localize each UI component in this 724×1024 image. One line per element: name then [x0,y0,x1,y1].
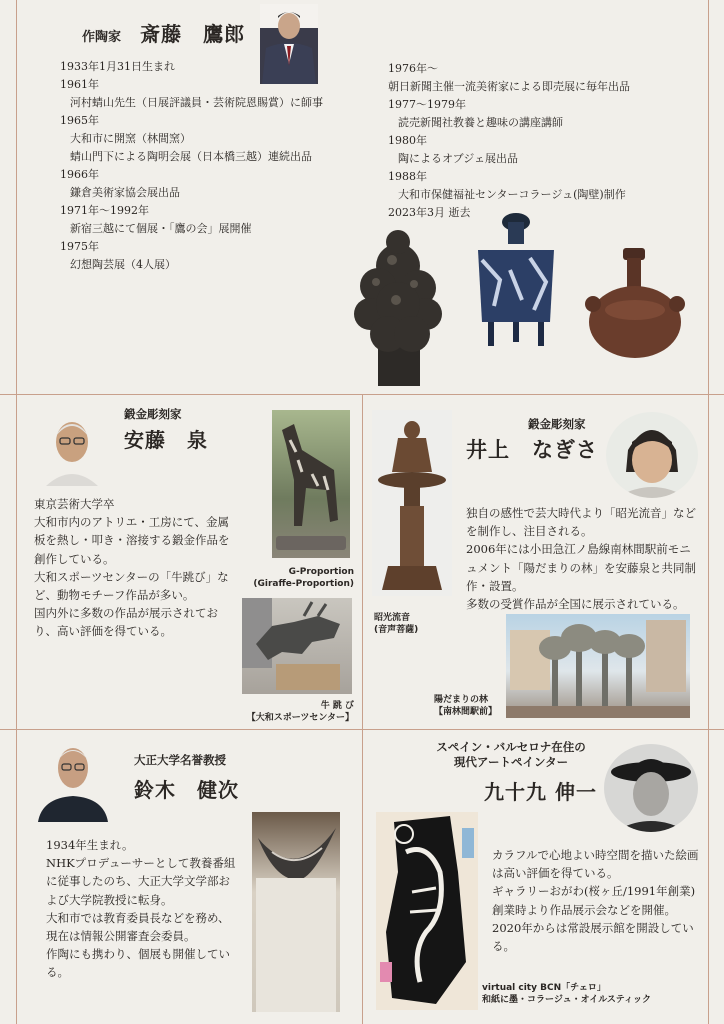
inoue-name: 井上 なぎさ [466,438,598,462]
shoko-ryuon-photo [372,410,452,596]
timeline-entry: 1965年 [60,114,99,127]
saito-timeline-right [388,60,630,222]
ando-name: 安藤 泉 [124,428,208,452]
timeline-entry: 大和市保健福祉センターコラージュ(陶壁)制作 [398,188,626,201]
timeline-entry: 1977〜1979年 [388,98,466,111]
timeline-entry: 朝日新聞主催一流美術家による即売展に毎年出品 [388,80,630,93]
timeline-entry: 読売新聞社教養と趣味の講座講師 [398,116,563,129]
pottery-photo-cluster [348,226,448,386]
caption-line: 陽だまりの林 [434,695,489,705]
shoko-ryuon-caption [374,612,418,636]
ando-bio: 東京芸術大学卒 大和市内のアトリエ・工房にて、金属板を熱し・叩き・溶接する鍛金作品を創作している。 大和スポーツセンターの「牛跳び」など、動物モチーフ作品が多い。 国内外に多数の作品が展示されており、高い評価を得ている。 [34,497,230,639]
tsukumo-role-line: 現代アートペインター [453,755,569,769]
virtual-city-bcn-caption [482,982,651,1006]
timeline-entry: 鎌倉美術家協会展出品 [70,186,180,199]
timeline-entry: 1980年 [388,134,427,147]
caption-line: 牛 跳 び [320,701,354,711]
caption-line: 【大和スポーツセンター】 [246,713,354,723]
giraffe-proportion-photo [272,410,350,558]
saito-role: 作陶家 [82,30,122,45]
ushi-tobi-caption [226,700,354,724]
hidamari-no-hayashi-photo [506,614,690,718]
timeline-entry: 1961年 [60,78,99,91]
divider [362,394,363,1024]
ando-portrait [42,410,102,486]
caption-line: 昭光流音 [374,613,411,623]
suzuki-vase-photo [252,812,340,1012]
timeline-entry: 1988年 [388,170,427,183]
divider [0,729,724,730]
divider [708,0,709,1024]
divider [0,394,724,395]
divider [16,0,17,1024]
tsukumo-role [436,740,586,770]
caption-line: virtual city BCN「チェロ」 [482,983,606,993]
timeline-entry: 1975年 [60,240,99,253]
ushi-tobi-photo [242,598,352,694]
saito-name: 斎藤 鷹郎 [140,22,246,46]
timeline-entry: 河村蜻山先生（日展評議員・芸術院恩賜賞）に師事 [70,96,323,109]
caption-line: (Giraffe-Proportion) [253,579,354,589]
virtual-city-bcn-painting [376,812,478,1010]
caption-line: 【南林間駅前】 [434,707,498,717]
suzuki-role: 大正大学名誉教授 [134,753,226,767]
pottery-photo-vessel-blue [470,210,562,350]
timeline-entry: 蜻山門下による陶明会展（日本橋三越）連続出品 [70,150,312,163]
timeline-entry: 大和市に開窯（林間窯） [70,132,191,145]
timeline-entry: 1966年 [60,168,99,181]
saito-heading [82,18,245,47]
pottery-photo-vessel-brown [585,248,685,360]
timeline-entry: 1971年〜1992年 [60,204,149,217]
inoue-bio: 独自の感性で芸大時代より「昭光流音」などを制作し、注目される。 2006年には小田急江ノ島線南林間駅前モニュメント「陽だまりの林」を安藤泉と共同制作・設置。 多数の受賞作品が全国に展示されている。 [466,506,696,612]
caption-line: (音声菩薩) [374,625,419,635]
inoue-portrait [606,412,698,498]
tsukumo-name: 九十九 伸一 [484,780,597,804]
timeline-entry: 1933年1月31日生まれ [60,60,175,73]
tsukumo-bio: カラフルで心地よい時空間を描いた絵画は高い評価を得ている。 ギャラリーおがわ(桜ヶ丘/1991年創業)創業時より作品展示会などを開催。2020年からは常設展示館を開設している。 [492,848,699,954]
timeline-entry: 陶によるオブジェ展出品 [398,152,519,165]
caption-line: 和紙に墨・コラージュ・オイルスティック [482,995,652,1005]
saito-timeline-left [60,58,323,274]
tsukumo-role-line: スペイン・バルセロナ在住の [436,740,586,754]
suzuki-name: 鈴木 健次 [134,778,239,802]
timeline-entry: 1976年〜 [388,62,438,75]
giraffe-proportion-caption [250,566,354,590]
tsukumo-portrait [604,744,698,832]
suzuki-bio: 1934年生まれ。 NHKプロデューサーとして教養番組に従事したのち、大正大学文学部および大学院教授に転身。 大和市では教育委員長などを務め、現在は情報公開審査会委員。 作陶にも携わり、個展も開催している。 [46,838,236,980]
caption-line: G-Proportion [288,567,354,577]
timeline-entry: 幻想陶芸展（4人展） [70,258,176,271]
inoue-role: 鍛金彫刻家 [528,417,586,431]
timeline-entry: 2023年3月 逝去 [388,206,471,219]
ando-role: 鍛金彫刻家 [124,407,182,421]
suzuki-portrait [36,738,110,822]
hidamari-caption [434,694,497,718]
timeline-entry: 新宿三越にて個展・「鷹の会」展開催 [70,222,252,235]
